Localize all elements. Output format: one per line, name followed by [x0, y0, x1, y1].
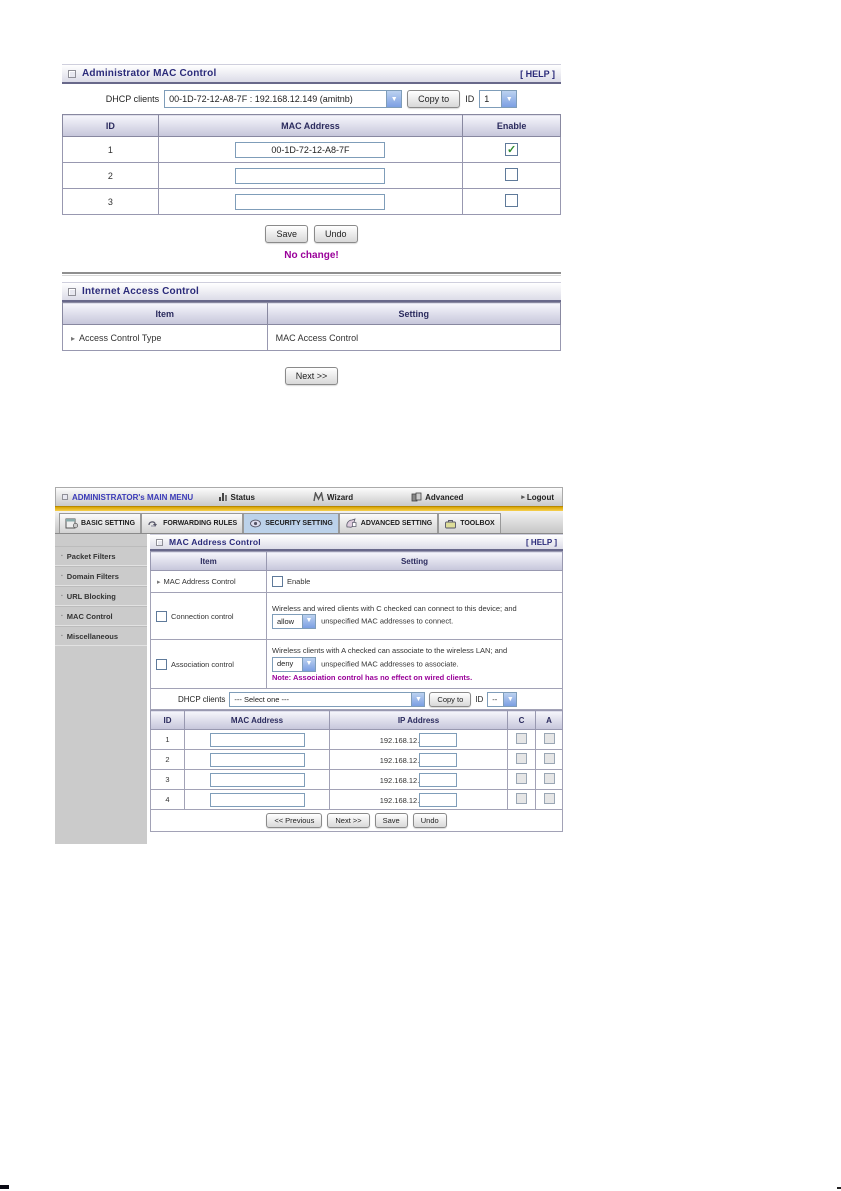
association-control-text-after: unspecified MAC addresses to associate. [321, 658, 459, 668]
bullet-icon: ▪ [61, 553, 63, 559]
access-control-type-label: Access Control Type [79, 332, 162, 343]
save-button[interactable]: Save [265, 225, 308, 243]
mac-address-input[interactable] [210, 793, 305, 807]
bullet-icon: ▪ [61, 593, 63, 599]
main-menu-item[interactable]: ADMINISTRATOR's MAIN MENU [62, 493, 218, 502]
col-header-ip: IP Address [330, 711, 508, 730]
dhcp-clients-row [62, 84, 561, 114]
panel-title: Administrator MAC Control [82, 68, 217, 79]
mac-address-control-header [150, 534, 563, 551]
forwarding-rules-icon [147, 518, 160, 529]
mac-control-table [62, 114, 561, 215]
security-setting-icon [249, 518, 262, 529]
enable-checkbox[interactable]: ✓ [506, 144, 517, 156]
previous-button[interactable]: << Previous [266, 813, 322, 828]
sidebar-item-packet-filters[interactable]: ▪ Packet Filters [55, 546, 147, 566]
col-header-id: ID [63, 115, 159, 137]
dhcp-clients-row [150, 689, 563, 710]
association-note: Note: Association control has no effect on wired clients. [272, 672, 473, 682]
table-row: 4 192.168.12. [151, 790, 563, 810]
section-divider [62, 272, 561, 276]
ip-suffix-input[interactable] [419, 793, 457, 807]
sidebar-item-miscellaneous[interactable]: ▪ Miscellaneous [55, 626, 147, 646]
bullet-icon: ▪ [61, 573, 63, 579]
sidebar [55, 534, 147, 844]
sidebar-item-domain-filters[interactable]: ▪ Domain Filters [55, 566, 147, 586]
top-menubar [55, 487, 563, 506]
table-row [63, 325, 561, 351]
wizard-icon [313, 492, 324, 502]
table-row: 2 192.168.12. [151, 750, 563, 770]
panel-square-icon [68, 288, 76, 296]
toolbox-icon [444, 518, 457, 529]
connection-control-text-after: unspecified MAC addresses to connect. [321, 616, 454, 626]
panel-title: Internet Access Control [82, 286, 200, 297]
col-header-item: Item [63, 303, 268, 325]
chevron-down-icon: ▼ [411, 693, 424, 706]
help-link[interactable]: [ HELP ] [526, 537, 557, 547]
col-header-setting: Setting [267, 552, 563, 571]
menu-item-wizard[interactable]: Wizard [313, 492, 353, 502]
basic-setting-icon [65, 518, 78, 529]
tab-bar [55, 511, 563, 534]
undo-button[interactable]: Undo [314, 225, 358, 243]
help-link[interactable]: [ HELP ] [520, 68, 555, 79]
tab-security-setting[interactable]: SECURITY SETTING [243, 513, 339, 533]
connection-checkbox[interactable] [516, 773, 527, 784]
next-button[interactable]: Next >> [285, 367, 339, 385]
association-control-row: Association control Wireless clients with A checked can associate to the wireless LAN; and deny ▼ unspecified MAC addresses to associate. Note: Association control has no effect on wired clients. [151, 640, 563, 689]
tab-basic-setting[interactable]: BASIC SETTING [59, 513, 141, 533]
chevron-down-icon: ▼ [302, 615, 315, 628]
connection-control-text: Wireless and wired clients with C checked can connect to this device; and [272, 603, 517, 613]
status-message: No change! [284, 250, 339, 261]
logout-link[interactable]: ▸ Logout [521, 492, 554, 502]
tab-toolbox[interactable]: TOOLBOX [438, 513, 500, 533]
advanced-icon [411, 492, 422, 502]
chevron-down-icon: ▼ [501, 91, 516, 107]
dhcp-clients-label: DHCP clients [105, 94, 160, 104]
scan-artifact [837, 1187, 841, 1189]
association-checkbox[interactable] [544, 733, 555, 744]
access-control-type-table [62, 302, 561, 351]
enable-checkbox[interactable] [505, 168, 518, 181]
association-checkbox[interactable] [544, 793, 555, 804]
table-row [63, 163, 561, 189]
sidebar-item-url-blocking[interactable]: ▪ URL Blocking [55, 586, 147, 606]
next-button-row [62, 367, 561, 385]
connection-control-row: Connection control Wireless and wired clients with C checked can connect to this device; and allow ▼ unspecified MAC addresses to connect. [151, 593, 563, 640]
dhcp-clients-select[interactable]: --- Select one --- ▼ [229, 692, 425, 707]
bullet-icon: ▪ [61, 613, 63, 619]
menu-square-icon [62, 494, 68, 500]
copy-to-button[interactable]: Copy to [429, 692, 471, 707]
sidebar-item-mac-control[interactable]: ▪ MAC Control [55, 606, 147, 626]
enable-checkbox[interactable] [505, 194, 518, 207]
association-checkbox[interactable] [544, 753, 555, 764]
ip-suffix-input[interactable] [419, 733, 457, 747]
copy-to-button[interactable]: Copy to [407, 90, 460, 108]
mac-address-input[interactable] [210, 733, 305, 747]
action-buttons [150, 810, 563, 832]
mac-address-input[interactable] [210, 753, 305, 767]
row-id: 2 [63, 163, 159, 189]
internet-access-control-header [62, 282, 561, 302]
item-arrow-icon: ▸ [71, 333, 76, 343]
enable-label: Enable [287, 577, 311, 586]
id-select[interactable]: 1 ▼ [479, 90, 517, 108]
association-control-checkbox[interactable] [156, 659, 167, 670]
settings-table [150, 551, 563, 689]
scan-artifact [0, 1185, 9, 1189]
mac-ip-table [150, 710, 563, 810]
main-panel [150, 534, 563, 844]
chevron-down-icon: ▼ [503, 693, 516, 706]
undo-button[interactable]: Undo [413, 813, 447, 828]
panel-title: MAC Address Control [169, 537, 261, 547]
ip-suffix-input[interactable] [419, 753, 457, 767]
association-control-text: Wireless clients with A checked can associate to the wireless LAN; and [272, 645, 508, 655]
mac-address-input[interactable] [235, 142, 385, 158]
col-header-setting: Setting [267, 303, 560, 325]
item-arrow-icon: ▸ [157, 579, 161, 586]
connection-checkbox[interactable] [516, 793, 527, 804]
panel-square-icon [68, 70, 76, 78]
menu-item-advanced[interactable]: Advanced [411, 492, 463, 502]
col-header-mac: MAC Address [158, 115, 462, 137]
ip-suffix-input[interactable] [419, 773, 457, 787]
mac-address-input[interactable] [235, 168, 385, 184]
connection-checkbox[interactable] [516, 733, 527, 744]
save-button[interactable]: Save [375, 813, 408, 828]
col-header-id: ID [151, 711, 185, 730]
col-header-c: C [508, 711, 536, 730]
association-deny-select[interactable]: deny ▼ [272, 657, 316, 672]
menu-item-status[interactable]: Status [218, 492, 255, 502]
id-select[interactable]: -- ▼ [487, 692, 517, 707]
col-header-a: A [536, 711, 563, 730]
table-row [63, 137, 561, 163]
id-label: ID [465, 94, 475, 104]
col-header-item: Item [151, 552, 267, 571]
mac-address-input[interactable] [235, 194, 385, 210]
status-icon [218, 492, 228, 502]
dhcp-clients-label: DHCP clients [178, 694, 226, 704]
col-header-mac: MAC Address [185, 711, 330, 730]
access-control-type-value: MAC Access Control [267, 325, 560, 351]
screenshot-admin-mac-control [62, 64, 561, 385]
association-checkbox[interactable] [544, 773, 555, 784]
connection-allow-select[interactable]: allow ▼ [272, 614, 316, 629]
screenshot-mac-address-control [55, 487, 563, 844]
connection-checkbox[interactable] [516, 753, 527, 764]
chevron-down-icon: ▼ [386, 91, 401, 107]
col-header-enable: Enable [463, 115, 561, 137]
table-row: 1 192.168.12. [151, 730, 563, 750]
admin-mac-control-header [62, 64, 561, 84]
logout-arrow-icon: ▸ [521, 494, 525, 501]
id-label: ID [475, 694, 484, 704]
bullet-icon: ▪ [61, 633, 63, 639]
chevron-down-icon: ▼ [302, 658, 315, 671]
row-id: 3 [63, 189, 159, 215]
connection-control-checkbox[interactable] [156, 611, 167, 622]
mac-control-enable-checkbox[interactable] [272, 576, 283, 587]
dhcp-clients-select[interactable]: 00-1D-72-12-A8-7F : 192.168.12.149 (amitnb) ▼ [164, 90, 402, 108]
advanced-setting-icon [345, 518, 358, 529]
tab-advanced-setting[interactable]: ADVANCED SETTING [339, 513, 438, 533]
action-buttons [62, 225, 561, 243]
tab-forwarding-rules[interactable]: FORWARDING RULES [141, 513, 243, 533]
mac-address-input[interactable] [210, 773, 305, 787]
table-row [63, 189, 561, 215]
row-id: 1 [63, 137, 159, 163]
panel-square-icon [156, 539, 163, 546]
next-button[interactable]: Next >> [327, 813, 369, 828]
mac-address-control-row: ▸ MAC Address Control Enable [151, 571, 563, 593]
page-body [55, 534, 563, 844]
table-row: 3 192.168.12. [151, 770, 563, 790]
